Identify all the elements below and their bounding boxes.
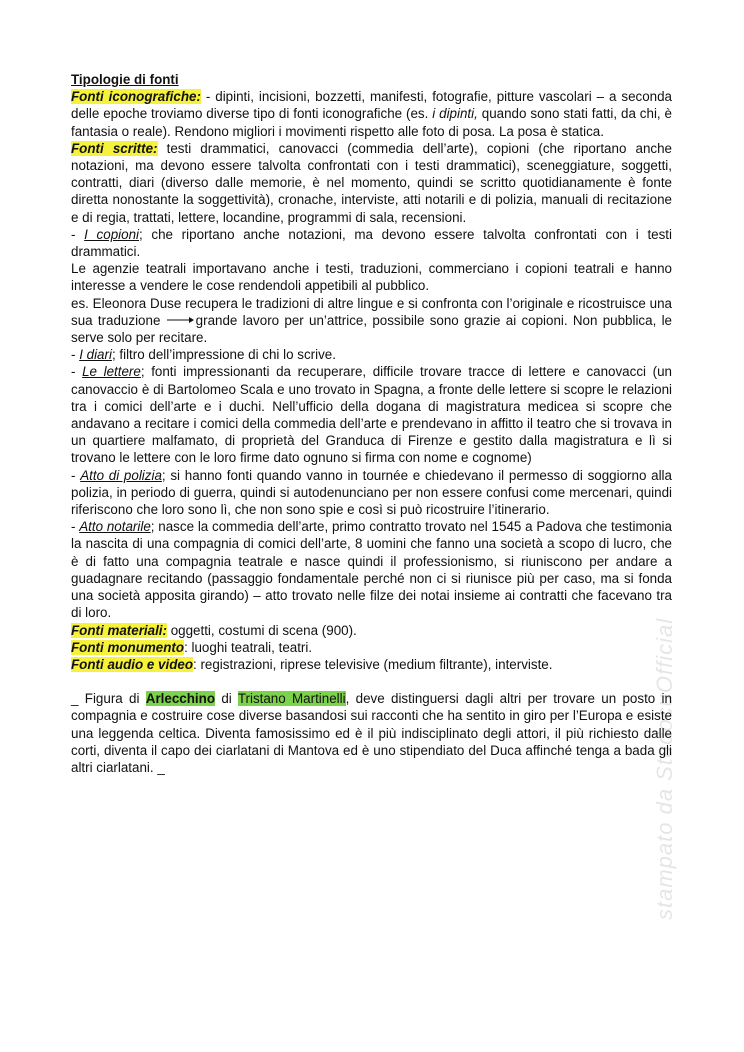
text-iconografiche-1: - dipinti, incisioni, bozzetti, manifesti, fotografie, pitture vascolari – a seconda delle epoche troviamo diverse tipo di fonti iconografiche (es. <box>71 89 672 122</box>
paragraph-diari <box>71 346 672 363</box>
document-body <box>71 71 672 776</box>
text-arlecchino-2: , deve distinguersi dagli altri per trovare un posto in compagnia e costruire cose diverse basandosi sui racconti che ha sentito in giro per l’Europa e esiste una leggenda celtica. Diventa famosissimo ed è il più indisciplinato degli attori, il più richiesto dalle corti, diventa il capo dei ciarlatani di Mantova ed è uno stipendiato del Duca affinché tenga a bada gli altri ciarlatani. _ <box>71 691 672 775</box>
paragraph-polizia <box>71 467 672 519</box>
label-scritte: Fonti scritte: <box>71 140 158 156</box>
text-iconografiche-italic: i dipinti, <box>432 106 478 122</box>
text-duse-1: es. Eleonora Duse recupera le tradizioni di altre lingue e si confronta con l’originale e ricostruisce una sua traduzione <box>71 295 672 328</box>
paragraph-arlecchino <box>71 690 672 776</box>
text-copioni: ; che riportano anche notazioni, ma devono essere talvolta confrontati con i testi drammatici. <box>71 226 672 260</box>
paragraph-audio <box>71 656 672 673</box>
label-iconografiche: Fonti iconografiche: <box>71 89 201 105</box>
text-scritte: testi drammatici, canovacci (commedia dell’arte), copioni (che riportano anche notazioni, ma devono essere talvolta confrontati con i testi drammatici), sceneggiature, soggetti, contratti, diari (diverso dalle memorie, è nel momento, quindi se scritto quotidianamente è fonte diretta nonostante la soggettività), cronache, interviste, atti notarili e di polizia, manuali di recitazione e di regia, trattati, lettere, locandine, programmi di sala, recensioni. <box>71 140 673 225</box>
text-diari: ; filtro dell’impressione di chi lo scrive. <box>111 347 336 363</box>
text-notarile: ; nasce la commedia dell’arte, primo contratto trovato nel 1545 a Padova che testimonia la nascita di una compagnia di comici dell’arte, 8 uomini che fanno una società a scopo di lucro, che è di fatto una compagnia teatrale e nasce quindi il professionismo, si riuniscono per andare a guadagnare recitando (passaggio fondamentale perché non ci si riunisce più per caso, ma si fonda una società apposita girando) – atto trovato nelle filze dei notai insieme ai contratti che facevano tra di loro. <box>71 519 672 621</box>
text-lettere: ; fonti impressionanti da recuperare, difficile trovare tracce di lettere e canovacci (un canovaccio è di Bartolomeo Scala e uno trovato in Spagna, a fronte delle lettere si scopre le relazioni tra i comici dell’arte e i duchi. Nell’ufficio della dogana di magistratura medicea si scopre che andavano a recitare i comici della commedia dell’arte e prendevano in affitto il teatro che si trovava in un quartiere malfamato, di proprietà del Granduca di Firenze e gestito dalla magistratura e lì si trovano le lettere con le loro firme dato ognuno si firma con nome e cognome) <box>71 364 672 466</box>
text-duse-2: grande lavoro per un’attrice, possibile sono grazie ai copioni. Non pubblica, le serve solo per recitare. <box>71 312 672 346</box>
paragraph-scritte <box>71 140 672 226</box>
paragraph-monumento <box>71 639 672 656</box>
spacer <box>71 673 672 690</box>
arrow-icon <box>166 310 196 327</box>
section-title <box>71 71 672 88</box>
label-polizia: Atto di polizia <box>80 467 162 483</box>
text-polizia: ; si hanno fonti quando vanno in tournée e chiedevano il permesso di soggiorno alla polizia, in periodo di guerra, quindi si autodenunciano per non essere confusi come mercenari, quindi riferiscono che loro sono lì, che non sono spie e così si può ricostruire l’itinerario. <box>71 467 672 518</box>
dash: - <box>71 347 80 363</box>
paragraph-lettere <box>71 363 672 466</box>
highlight-arlecchino: Arlecchino <box>145 691 215 707</box>
text-iconografiche-2: quando sono stati fatti, da chi, è fantasia o reale). Rendono migliori i movimenti rispetto alle foto di posa. La posa è statica. <box>71 106 673 139</box>
text-arlecchino-1: di <box>215 691 238 707</box>
paragraph-duse <box>71 295 672 347</box>
watermark: stampato da StudocuOfficial <box>652 617 677 920</box>
paragraph-copioni <box>71 226 672 260</box>
highlight-martinelli: Tristano Martinelli <box>237 691 346 707</box>
dash: - <box>71 364 83 380</box>
label-diari: I diari <box>79 347 112 363</box>
text-arlecchino-0: _ Figura di <box>71 691 146 707</box>
paragraph-agenzie: Le agenzie teatrali importavano anche i testi, traduzioni, commerciano i copioni teatrali e hanno interesse a vendere le cose rendendoli appetibili al pubblico. <box>71 261 672 294</box>
label-audio: Fonti audio e video <box>71 656 194 672</box>
dash: - <box>71 519 80 535</box>
page-title: Tipologie di fonti <box>71 72 179 87</box>
paragraph-iconografiche <box>71 88 672 140</box>
text-audio: : registrazioni, riprese televisive (medium filtrante), interviste. <box>193 656 553 672</box>
text-materiali: oggetti, costumi di scena (900). <box>166 622 357 638</box>
dash: - <box>71 226 85 242</box>
label-materiali: Fonti materiali: <box>71 622 167 638</box>
paragraph-notarile <box>71 518 672 621</box>
dash: - <box>71 467 81 483</box>
text-monumento: : luoghi teatrali, teatri. <box>184 639 313 655</box>
label-copioni: I copioni <box>84 226 139 242</box>
paragraph-materiali <box>71 622 672 639</box>
label-notarile: Atto notarile <box>79 519 151 535</box>
label-monumento: Fonti monumento <box>71 639 185 655</box>
label-lettere: Le lettere <box>82 364 141 380</box>
